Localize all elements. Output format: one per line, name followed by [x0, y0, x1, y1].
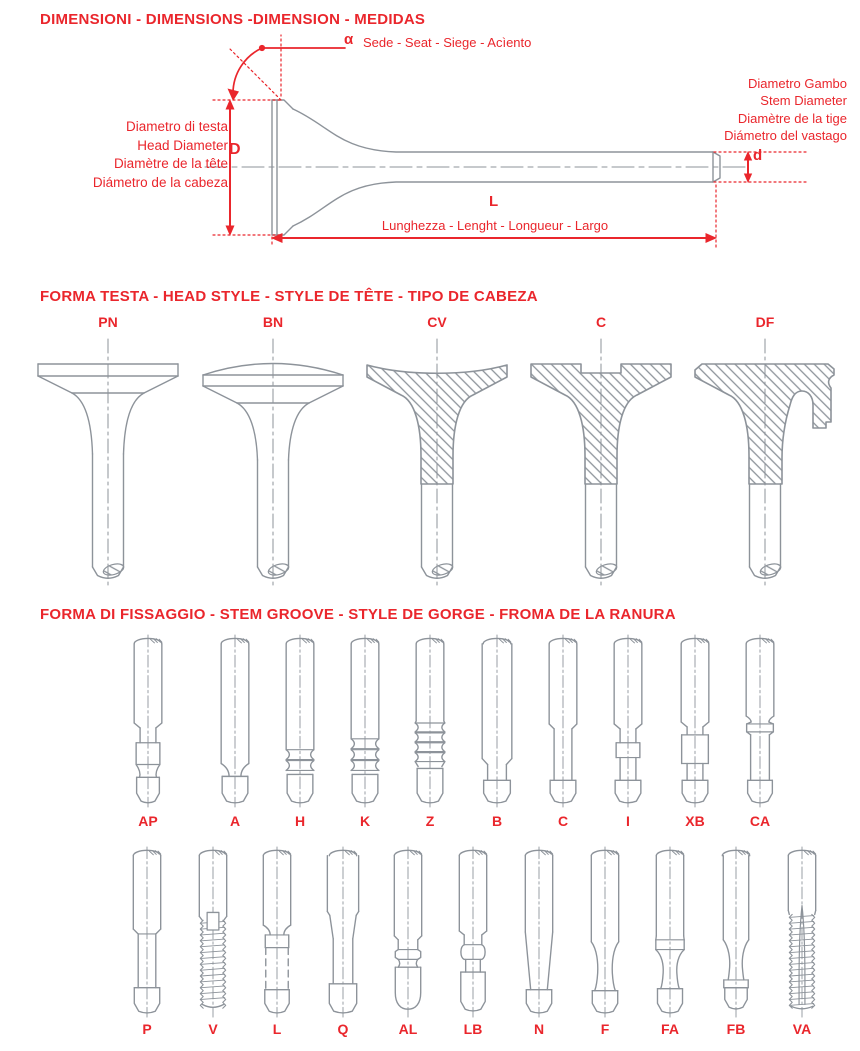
stem-groove-figure-label: XB [685, 813, 705, 829]
stem-groove-figure-drawing [665, 632, 725, 810]
stem-groove-figure-drawing [183, 844, 243, 1020]
head-style-figure-label: DF [755, 314, 775, 330]
stem-groove-figure-label: AP [138, 813, 158, 829]
head-style-figure-label: BN [262, 314, 284, 330]
stem-groove-figure-drawing [117, 844, 177, 1020]
stem-groove-figure-label: FA [661, 1021, 679, 1037]
stem-groove-figure-drawing [378, 844, 438, 1020]
head-diameter-line: Diamètre de la tête [113, 156, 228, 171]
stem-groove-figure-drawing [205, 632, 265, 810]
stem-groove-figure-drawing [443, 844, 503, 1020]
length-label: Lunghezza - Lenght - Longueur - Largo [381, 218, 609, 233]
head-style-figure-drawing [690, 334, 840, 596]
stem-diameter-line: Diámetro del vastago [724, 128, 847, 144]
stem-groove-figure-drawing [533, 632, 593, 810]
stem-groove-figure-drawing [509, 844, 569, 1020]
head-diameter-line: Diametro di testa [125, 119, 228, 134]
stem-groove-figure-label: H [294, 813, 306, 829]
stem-groove-figure-label: I [626, 813, 630, 829]
stem-groove-figure-label: A [229, 813, 241, 829]
stem-groove-figure-drawing [313, 844, 373, 1020]
stem-groove-figure-label: Z [425, 813, 435, 829]
stem-groove-figure-drawing [730, 632, 790, 810]
stem-diameter-line: Diamètre de la tige [737, 110, 847, 126]
stem-groove-figure-label: K [359, 813, 371, 829]
head-diameter-symbol: D [229, 141, 241, 158]
head-style-figure-label: C [595, 314, 607, 330]
stem-groove-figure-drawing [400, 632, 460, 810]
stem-diameter-line: Diametro Gambo [748, 76, 847, 91]
stem-groove-figure-drawing [706, 844, 766, 1020]
stem-groove-figure-label: CA [749, 813, 771, 829]
seat-angle-symbol: α [344, 31, 354, 48]
stem-groove-figure-label: C [557, 813, 569, 829]
head-diameter-label [93, 118, 228, 192]
stem-groove-figure-label: F [600, 1021, 610, 1037]
stem-diameter-label [724, 75, 847, 145]
head-style-figure-drawing [33, 334, 183, 596]
stem-groove-figure-label: LB [463, 1021, 483, 1037]
head-style-figure-label: PN [98, 314, 118, 330]
stem-groove-title: FORMA DI FISSAGGIO - STEM GROOVE - STYLE DE GORGE - FROMA DE LA RANURA [40, 606, 676, 623]
stem-diameter-line: Stem Diameter [760, 93, 847, 109]
stem-groove-figure-label: AL [398, 1021, 418, 1037]
stem-groove-figure-drawing [575, 844, 635, 1020]
dimensions-title: DIMENSIONI - DIMENSIONS -DIMENSION - MEDIDAS [40, 11, 426, 28]
head-diameter-line: Head Diameter [137, 137, 228, 153]
head-style-figure-label: CV [427, 314, 447, 330]
stem-groove-figure-drawing [247, 844, 307, 1020]
length-symbol: L [489, 193, 499, 210]
stem-groove-figure-drawing [640, 844, 700, 1020]
stem-diameter-symbol: d [753, 147, 763, 164]
stem-groove-figure-drawing [467, 632, 527, 810]
head-style-figure-drawing [362, 334, 512, 596]
stem-groove-figure-label: FB [726, 1021, 746, 1037]
stem-groove-figure-drawing [335, 632, 395, 810]
head-diameter-line: Diámetro de la cabeza [92, 174, 228, 190]
head-style-title: FORMA TESTA - HEAD STYLE - STYLE DE TÊTE - TIPO DE CABEZA [40, 288, 538, 305]
stem-groove-figure-label: P [142, 1021, 152, 1037]
stem-groove-figure-drawing [270, 632, 330, 810]
stem-groove-figure-label: V [208, 1021, 218, 1037]
stem-groove-figure-drawing [598, 632, 658, 810]
seat-label: Sede - Seat - Siege - Acìento [363, 35, 532, 50]
stem-groove-figure-label: Q [337, 1021, 349, 1037]
head-style-figure-drawing [526, 334, 676, 596]
stem-groove-figure-drawing [772, 844, 832, 1020]
stem-groove-figure-label: N [533, 1021, 545, 1037]
head-style-figure-drawing [198, 334, 348, 596]
stem-groove-figure-label: VA [792, 1021, 812, 1037]
stem-groove-figure-label: B [491, 813, 503, 829]
stem-groove-figure-drawing [118, 632, 178, 810]
stem-groove-figure-label: L [272, 1021, 282, 1037]
